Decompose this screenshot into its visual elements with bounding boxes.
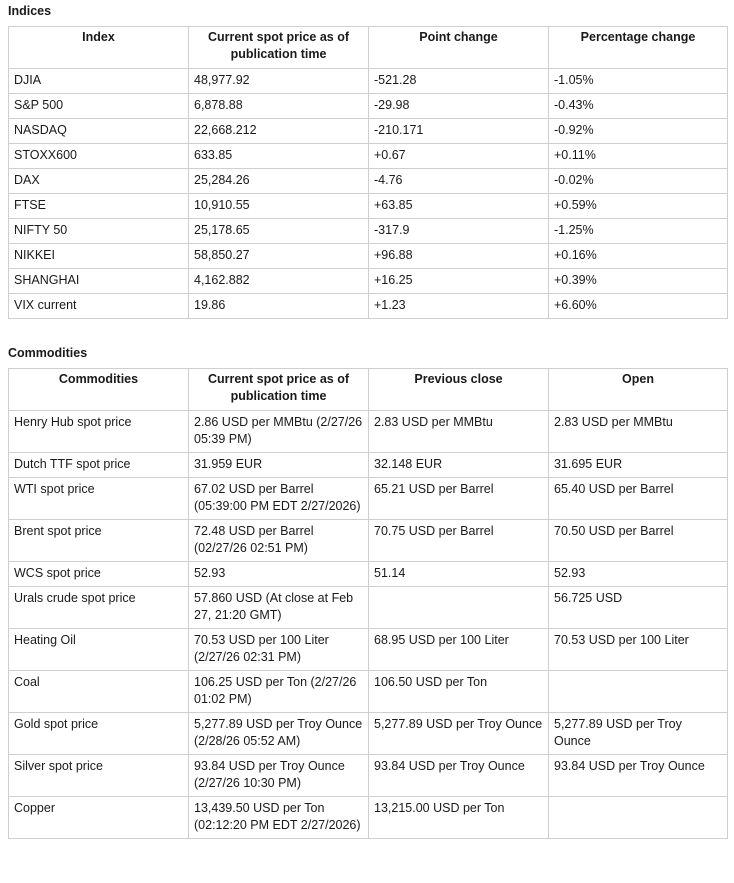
spot-price-cell: 2.86 USD per MMBtu (2/27/26 05:39 PM) — [189, 411, 369, 453]
spot-price-cell: 19.86 — [189, 294, 369, 319]
open-cell: 52.93 — [549, 562, 728, 587]
percentage-change-cell: -0.02% — [549, 169, 728, 194]
percentage-change-cell: +0.11% — [549, 144, 728, 169]
point-change-cell: +16.25 — [369, 269, 549, 294]
percentage-change-cell: +0.16% — [549, 244, 728, 269]
spot-price-cell: 25,284.26 — [189, 169, 369, 194]
header-open: Open — [549, 369, 728, 411]
previous-close-cell: 93.84 USD per Troy Ounce — [369, 755, 549, 797]
spot-price-cell: 57.860 USD (At close at Feb 27, 21:20 GMT) — [189, 587, 369, 629]
index-name-cell: VIX current — [9, 294, 189, 319]
spot-price-cell: 93.84 USD per Troy Ounce (2/27/26 10:30 PM) — [189, 755, 369, 797]
point-change-cell: +1.23 — [369, 294, 549, 319]
commodity-name-cell: Gold spot price — [9, 713, 189, 755]
percentage-change-cell: +6.60% — [549, 294, 728, 319]
spot-price-cell: 31.959 EUR — [189, 453, 369, 478]
index-name-cell: DAX — [9, 169, 189, 194]
percentage-change-cell: -0.92% — [549, 119, 728, 144]
table-row — [9, 797, 728, 839]
index-name-cell: DJIA — [9, 69, 189, 94]
index-name-cell: NIKKEI — [9, 244, 189, 269]
commodities-table — [8, 368, 728, 839]
table-row — [9, 411, 728, 453]
percentage-change-cell: -1.05% — [549, 69, 728, 94]
spot-price-cell: 13,439.50 USD per Ton (02:12:20 PM EDT 2/27/2026) — [189, 797, 369, 839]
table-row — [9, 629, 728, 671]
percentage-change-cell: -1.25% — [549, 219, 728, 244]
spot-price-cell: 4,162.882 — [189, 269, 369, 294]
open-cell: 70.53 USD per 100 Liter — [549, 629, 728, 671]
previous-close-cell: 68.95 USD per 100 Liter — [369, 629, 549, 671]
commodity-name-cell: WCS spot price — [9, 562, 189, 587]
spot-price-cell: 48,977.92 — [189, 69, 369, 94]
commodity-name-cell: Copper — [9, 797, 189, 839]
commodity-name-cell: Henry Hub spot price — [9, 411, 189, 453]
open-cell: 31.695 EUR — [549, 453, 728, 478]
table-row — [9, 194, 728, 219]
index-name-cell: FTSE — [9, 194, 189, 219]
point-change-cell: -521.28 — [369, 69, 549, 94]
table-row — [9, 478, 728, 520]
table-row — [9, 755, 728, 797]
header-current-spot-price: Current spot price as of publication time — [189, 369, 369, 411]
table-row — [9, 453, 728, 478]
spot-price-cell: 5,277.89 USD per Troy Ounce (2/28/26 05:52 AM) — [189, 713, 369, 755]
commodity-name-cell: WTI spot price — [9, 478, 189, 520]
open-cell: 93.84 USD per Troy Ounce — [549, 755, 728, 797]
open-cell: 5,277.89 USD per Troy Ounce — [549, 713, 728, 755]
commodities-header-row — [9, 369, 728, 411]
spot-price-cell: 25,178.65 — [189, 219, 369, 244]
commodities-section-title: Commodities — [8, 346, 88, 360]
percentage-change-cell: -0.43% — [549, 94, 728, 119]
open-cell — [549, 797, 728, 839]
commodity-name-cell: Silver spot price — [9, 755, 189, 797]
indices-table — [8, 26, 728, 319]
spot-price-cell: 6,878.88 — [189, 94, 369, 119]
header-previous-close: Previous close — [369, 369, 549, 411]
header-percentage-change: Percentage change — [549, 27, 728, 69]
spot-price-cell: 52.93 — [189, 562, 369, 587]
point-change-cell: -317.9 — [369, 219, 549, 244]
table-row — [9, 119, 728, 144]
table-row — [9, 69, 728, 94]
header-index: Index — [9, 27, 189, 69]
table-row — [9, 94, 728, 119]
table-row — [9, 294, 728, 319]
open-cell: 56.725 USD — [549, 587, 728, 629]
commodity-name-cell: Coal — [9, 671, 189, 713]
table-row — [9, 587, 728, 629]
table-row — [9, 244, 728, 269]
table-row — [9, 713, 728, 755]
table-row — [9, 144, 728, 169]
open-cell — [549, 671, 728, 713]
table-row — [9, 562, 728, 587]
point-change-cell: -210.171 — [369, 119, 549, 144]
indices-header-row — [9, 27, 728, 69]
header-commodities: Commodities — [9, 369, 189, 411]
percentage-change-cell: +0.39% — [549, 269, 728, 294]
open-cell: 70.50 USD per Barrel — [549, 520, 728, 562]
table-row — [9, 269, 728, 294]
point-change-cell: -29.98 — [369, 94, 549, 119]
previous-close-cell: 13,215.00 USD per Ton — [369, 797, 549, 839]
header-point-change: Point change — [369, 27, 549, 69]
previous-close-cell: 70.75 USD per Barrel — [369, 520, 549, 562]
percentage-change-cell: +0.59% — [549, 194, 728, 219]
spot-price-cell: 70.53 USD per 100 Liter (2/27/26 02:31 PM) — [189, 629, 369, 671]
indices-section-title: Indices — [8, 4, 52, 18]
table-row — [9, 671, 728, 713]
previous-close-cell: 2.83 USD per MMBtu — [369, 411, 549, 453]
previous-close-cell: 51.14 — [369, 562, 549, 587]
header-current-spot-price: Current spot price as of publication time — [189, 27, 369, 69]
spot-price-cell: 10,910.55 — [189, 194, 369, 219]
table-row — [9, 219, 728, 244]
point-change-cell: +96.88 — [369, 244, 549, 269]
spot-price-cell: 67.02 USD per Barrel (05:39:00 PM EDT 2/27/2026) — [189, 478, 369, 520]
commodity-name-cell: Brent spot price — [9, 520, 189, 562]
index-name-cell: SHANGHAI — [9, 269, 189, 294]
previous-close-cell — [369, 587, 549, 629]
spot-price-cell: 72.48 USD per Barrel (02/27/26 02:51 PM) — [189, 520, 369, 562]
table-row — [9, 169, 728, 194]
commodity-name-cell: Dutch TTF spot price — [9, 453, 189, 478]
point-change-cell: +63.85 — [369, 194, 549, 219]
index-name-cell: NIFTY 50 — [9, 219, 189, 244]
previous-close-cell: 32.148 EUR — [369, 453, 549, 478]
spot-price-cell: 633.85 — [189, 144, 369, 169]
spot-price-cell: 22,668.212 — [189, 119, 369, 144]
index-name-cell: STOXX600 — [9, 144, 189, 169]
spot-price-cell: 58,850.27 — [189, 244, 369, 269]
point-change-cell: +0.67 — [369, 144, 549, 169]
table-row — [9, 520, 728, 562]
point-change-cell: -4.76 — [369, 169, 549, 194]
open-cell: 65.40 USD per Barrel — [549, 478, 728, 520]
index-name-cell: NASDAQ — [9, 119, 189, 144]
open-cell: 2.83 USD per MMBtu — [549, 411, 728, 453]
previous-close-cell: 106.50 USD per Ton — [369, 671, 549, 713]
spot-price-cell: 106.25 USD per Ton (2/27/26 01:02 PM) — [189, 671, 369, 713]
commodity-name-cell: Urals crude spot price — [9, 587, 189, 629]
index-name-cell: S&P 500 — [9, 94, 189, 119]
previous-close-cell: 5,277.89 USD per Troy Ounce — [369, 713, 549, 755]
commodity-name-cell: Heating Oil — [9, 629, 189, 671]
previous-close-cell: 65.21 USD per Barrel — [369, 478, 549, 520]
